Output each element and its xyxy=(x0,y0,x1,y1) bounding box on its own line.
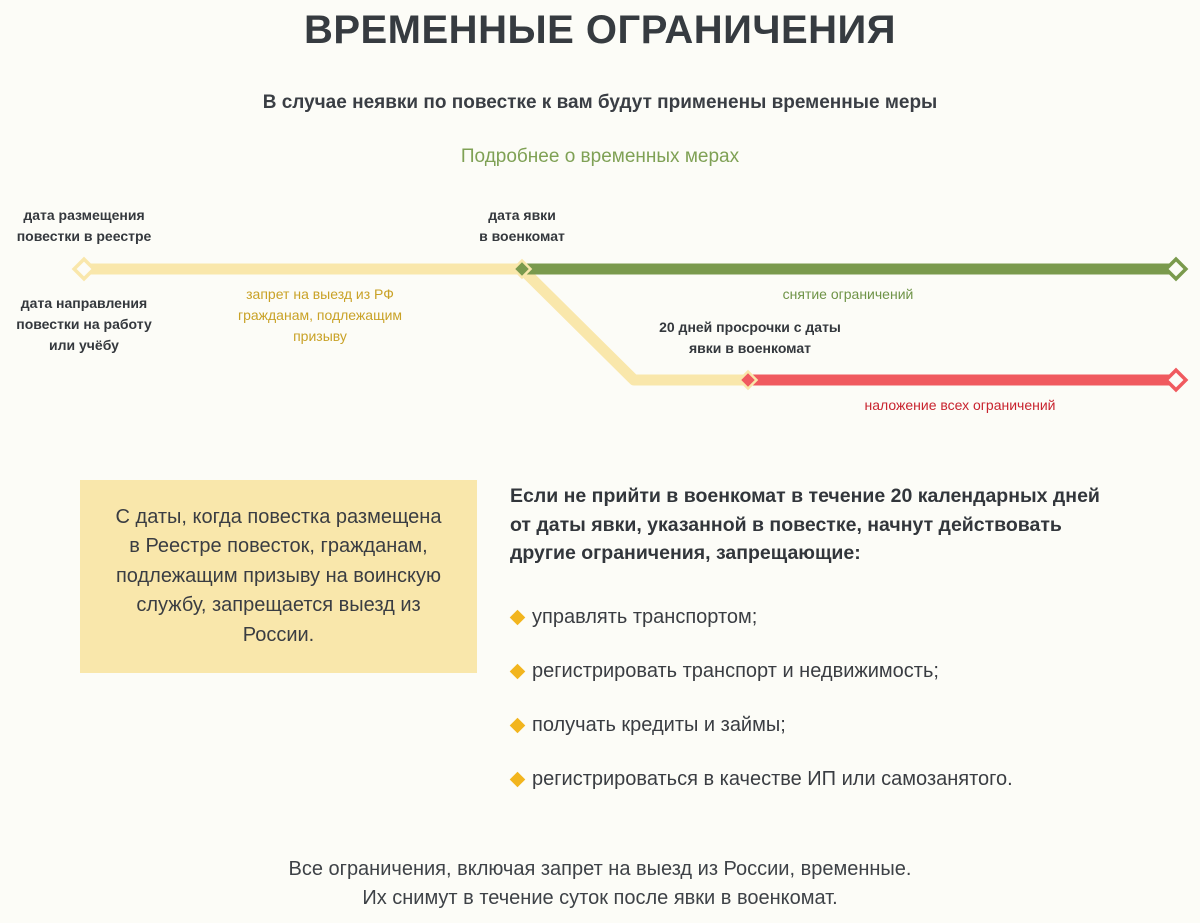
list-item-text: регистрироваться в качестве ИП или самозанятого. xyxy=(532,767,1013,790)
start-label-bottom-line: дата направления xyxy=(20,295,148,311)
ban-label-line: запрет на выезд из РФ xyxy=(246,286,394,302)
impose-end-node xyxy=(1166,370,1186,390)
start-label-bottom-line: или учёбу xyxy=(49,337,119,353)
start-label-top-line: повестки в реестре xyxy=(16,228,152,244)
list-item-text: получать кредиты и займы; xyxy=(532,713,786,736)
restrictions-heading: Если не прийти в военкомат в течение 20 календарных дней от даты явки, указанной в повестке, начнут действовать другие ограничения, запрещающие: xyxy=(510,485,1100,564)
timeline-svg xyxy=(0,0,1200,440)
diamond-bullet-icon xyxy=(510,609,526,625)
overdue-node xyxy=(740,372,757,389)
travel-ban-note-text: С даты, когда повестка размещена в Реестре повесток, гражданам, подлежащим призыву на воинскую службу, запрещается выезд из России. xyxy=(115,505,442,646)
list-item xyxy=(512,752,1152,806)
appearance-label-line: дата явки xyxy=(488,207,556,223)
list-item xyxy=(512,590,1152,644)
overdue-label xyxy=(630,317,870,359)
list-item xyxy=(512,644,1152,698)
ban-label xyxy=(210,284,430,347)
more-info-link[interactable]: Подробнее о временных мерах xyxy=(460,146,740,167)
start-label-bottom xyxy=(4,293,164,356)
appearance-label xyxy=(452,205,592,247)
start-label-top-line: дата размещения xyxy=(23,207,145,223)
diamond-bullet-icon xyxy=(510,717,526,733)
page-title: ВРЕМЕННЫЕ ОГРАНИЧЕНИЯ xyxy=(303,8,897,52)
lift-label: снятие ограничений xyxy=(782,286,914,302)
footer-note xyxy=(0,855,1200,913)
footer-line: Все ограничения, включая запрет на выезд из России, временные. xyxy=(288,858,912,880)
ban-label-line: гражданам, подлежащим xyxy=(237,307,403,323)
start-label-bottom-line: повестки на работу xyxy=(16,316,152,332)
appearance-label-line: в военкомат xyxy=(479,228,565,244)
ban-label-line: призыву xyxy=(293,328,347,344)
list-item-text: управлять транспортом; xyxy=(532,605,758,628)
start-label-top xyxy=(4,205,164,247)
restrictions-list xyxy=(512,590,1152,806)
start-node xyxy=(74,259,94,279)
list-item xyxy=(512,698,1152,752)
travel-ban-note xyxy=(80,480,477,673)
diamond-bullet-icon xyxy=(510,771,526,787)
impose-label: наложение всех ограничений xyxy=(864,397,1056,413)
page-subtitle: В случае неявки по повестке к вам будут применены временные меры xyxy=(262,92,938,113)
footer-line: Их снимут в течение суток после явки в военкомат. xyxy=(362,887,838,909)
overdue-label-line: 20 дней просрочки с даты xyxy=(659,319,841,335)
timeline-diagram xyxy=(0,0,1200,440)
diamond-bullet-icon xyxy=(510,663,526,679)
overdue-label-line: явки в военкомат xyxy=(689,340,811,356)
lift-end-node xyxy=(1166,259,1186,279)
list-item-text: регистрировать транспорт и недвижимость; xyxy=(532,659,939,682)
